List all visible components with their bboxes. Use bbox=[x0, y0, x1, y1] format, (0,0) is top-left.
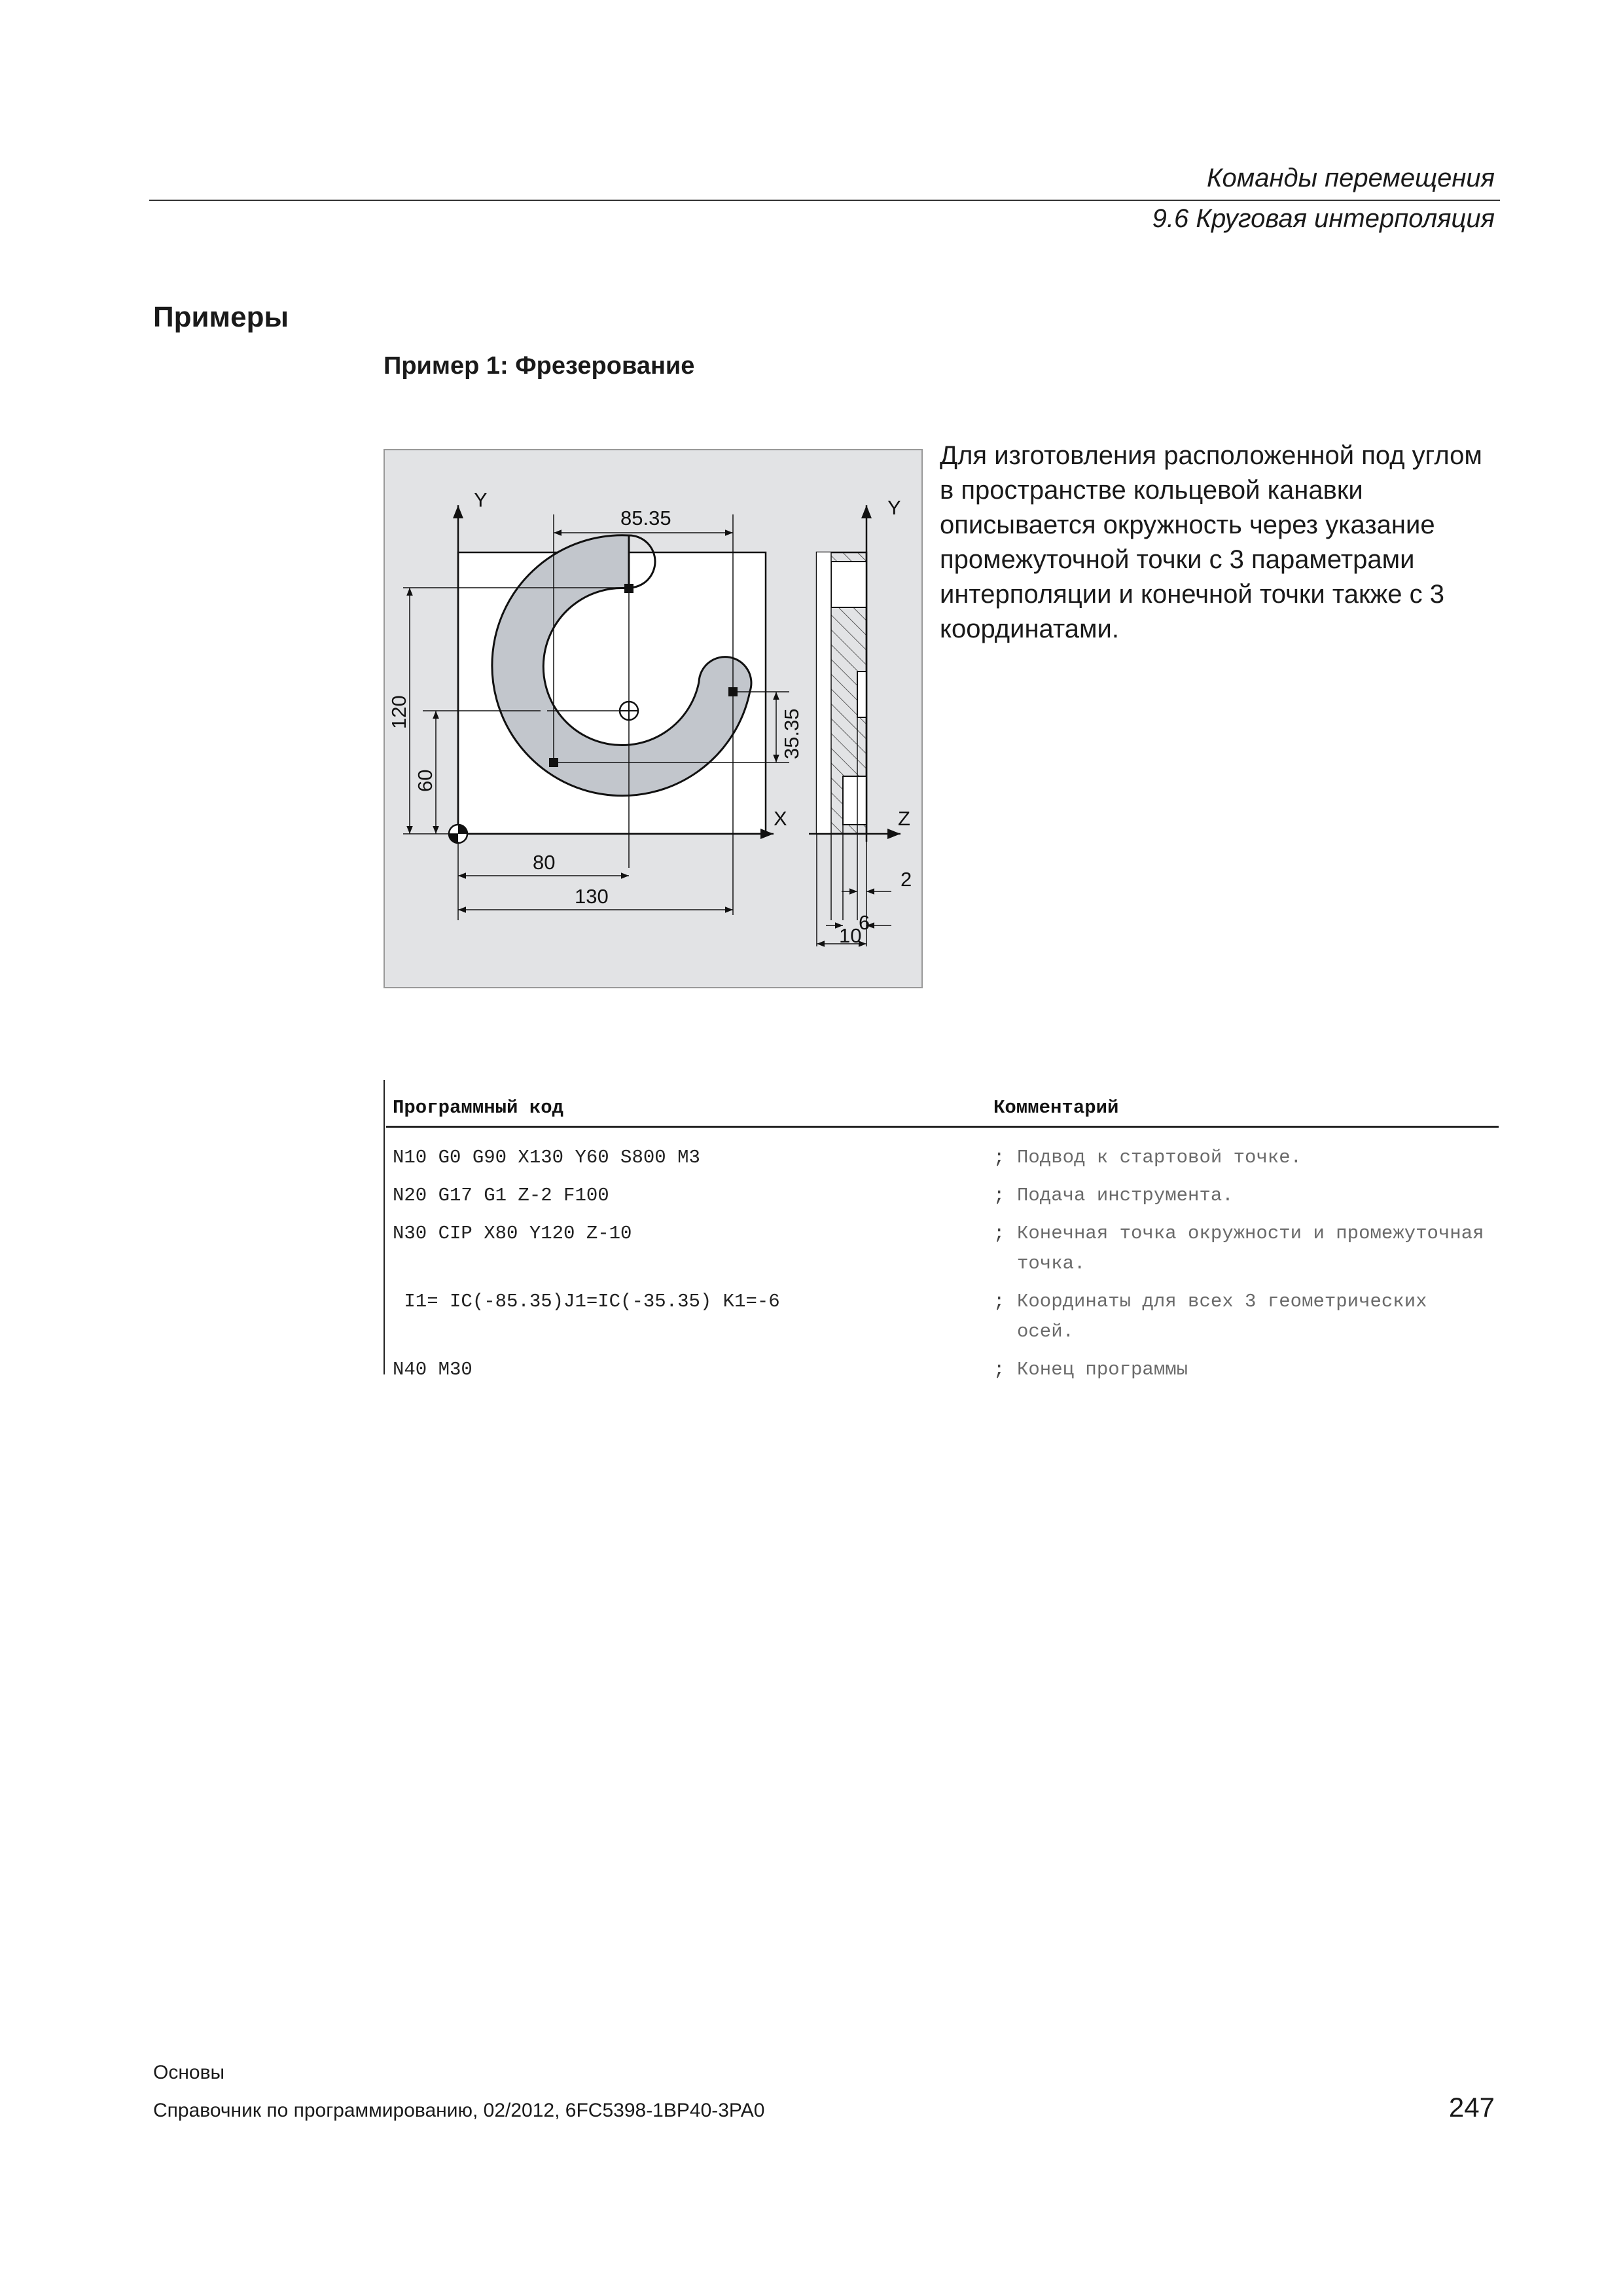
milling-drawing bbox=[383, 449, 923, 988]
dim-35-35: 35.35 bbox=[780, 708, 803, 759]
example-description: Для изготовления расположенной под углом в пространстве кольцевой канавки описывается окружность через указание промежуточной точки с 3 параметрами интерполяции и конечной точки также с 3 координатами. bbox=[940, 441, 1482, 643]
row-comment: Подвод к стартовой точке. bbox=[1017, 1147, 1302, 1168]
row-code: N20 G17 G1 Z-2 F100 bbox=[393, 1185, 609, 1206]
row-comment: Конец программы bbox=[1017, 1359, 1188, 1380]
dim-130: 130 bbox=[575, 885, 609, 908]
row-code: N10 G0 G90 X130 Y60 S800 M3 bbox=[393, 1147, 700, 1168]
dim-2: 2 bbox=[901, 868, 912, 891]
header-rule bbox=[149, 200, 1500, 201]
row-semicolon: ; bbox=[993, 1359, 1005, 1380]
dim-85-35: 85.35 bbox=[620, 507, 671, 529]
footer-title: Основы bbox=[153, 2062, 225, 2083]
dim-6: 6 bbox=[859, 911, 870, 934]
row-semicolon: ; bbox=[993, 1291, 1005, 1312]
dim-80: 80 bbox=[533, 851, 556, 874]
row-semicolon: ; bbox=[993, 1147, 1005, 1168]
dim-120: 120 bbox=[387, 695, 410, 729]
row-code: I1= IC(-85.35)J1=IC(-35.35) K1=-6 bbox=[393, 1291, 780, 1312]
end-point-marker bbox=[624, 584, 633, 593]
y-axis-label-front: Y bbox=[474, 488, 488, 511]
example-heading: Пример 1: Фрезерование bbox=[383, 352, 695, 380]
running-header-chapter: Команды перемещения bbox=[1206, 164, 1495, 192]
row-comment: Конечная точка окружности и промежуточная точка. bbox=[1017, 1223, 1484, 1274]
y-axis-label-side: Y bbox=[887, 496, 901, 519]
x-axis-label: X bbox=[774, 807, 787, 830]
table-left-rule bbox=[383, 1080, 385, 1374]
section-heading: Примеры bbox=[153, 301, 289, 333]
row-comment: Подача инструмента. bbox=[1017, 1185, 1234, 1206]
header-code: Программный код bbox=[393, 1097, 564, 1119]
row-code: N40 M30 bbox=[393, 1359, 473, 1380]
dim-60: 60 bbox=[414, 769, 437, 792]
footer-manual: Справочник по программированию, 02/2012, 6FC5398-1BP40-3PA0 bbox=[153, 2100, 765, 2121]
row-comment: Координаты для всех 3 геометрических осей. bbox=[1017, 1291, 1427, 1342]
header-comment: Комментарий bbox=[993, 1097, 1119, 1119]
row-semicolon: ; bbox=[993, 1223, 1005, 1244]
page-number: 247 bbox=[1448, 2092, 1495, 2123]
table-header bbox=[386, 1097, 1499, 1128]
row-semicolon: ; bbox=[993, 1185, 1005, 1206]
running-header-section: 9.6 Круговая интерполяция bbox=[1152, 204, 1495, 233]
row-code: N30 CIP X80 Y120 Z-10 bbox=[393, 1223, 632, 1244]
dim-10: 10 bbox=[839, 924, 862, 947]
z-axis-label: Z bbox=[898, 807, 910, 830]
